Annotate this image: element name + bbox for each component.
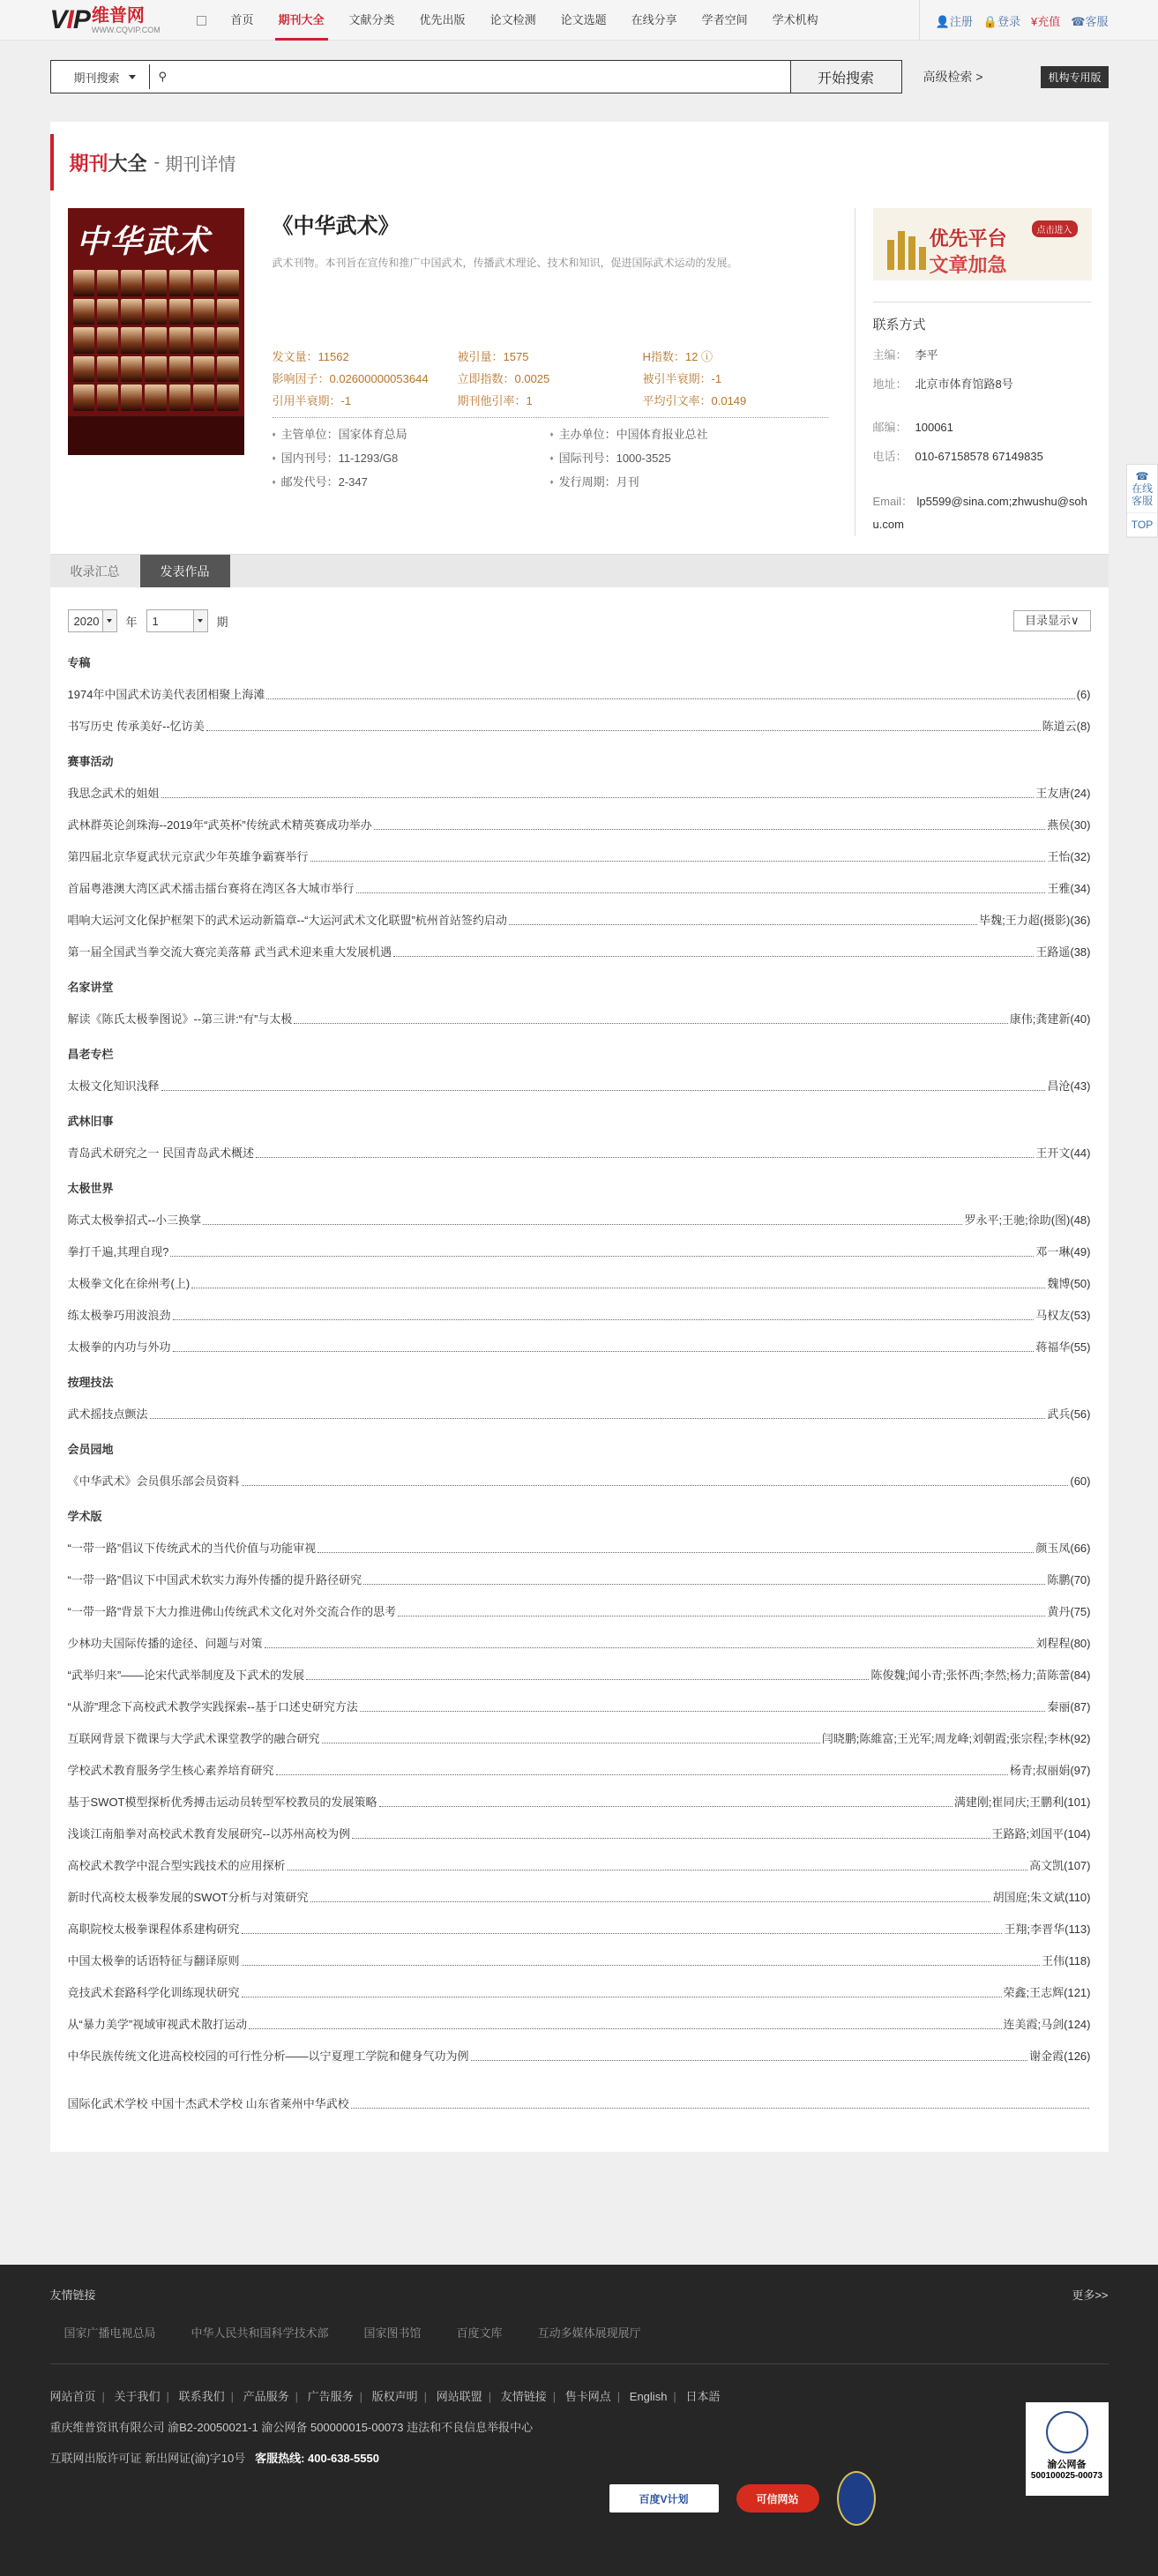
footer-nav-item[interactable]: 网站首页 <box>49 2390 96 2403</box>
article-author: 秦丽 <box>1047 1700 1071 1714</box>
article-page: (104) <box>1064 1827 1091 1841</box>
issue-filter: 2020 年 1 期 目录显示∨ <box>50 587 1109 635</box>
toc-section-title: 赛事活动 <box>67 755 114 768</box>
company-info: 重庆维普资讯有限公司 渝B2-20050021-1 渝公网备 500000015-00073 违法和不良信息举报中心 <box>49 2421 534 2434</box>
toc-article-row[interactable] <box>68 1300 1091 1332</box>
article-author: 高文凯 <box>1029 1859 1065 1872</box>
article-page: (107) <box>1064 1859 1091 1872</box>
year-select[interactable]: 2020 <box>68 609 117 632</box>
email-row: Email： lp5599@sina.com;zhwushu@sohu.com <box>872 495 1087 531</box>
toc-article-row[interactable] <box>68 1850 1091 1882</box>
dot-leader <box>256 1157 1034 1158</box>
article-author: 王雅 <box>1047 882 1071 895</box>
article-author: 满建刚;崔同庆;王鹏利 <box>953 1796 1065 1809</box>
dot-leader <box>203 1224 962 1225</box>
article-author: 谢金霞 <box>1029 2050 1065 2063</box>
zip-row: 邮编： 100061 <box>872 421 953 434</box>
article-author: 刘程程 <box>1035 1637 1071 1650</box>
nav-topic-selection[interactable]: 论文选题 <box>560 13 607 26</box>
chevron-down-icon <box>129 75 136 79</box>
footer-nav: 网站首页 | 关于我们 | 联系我们 | 产品服务 | 广告服务 | 版权声明 | 网站联盟 | 友情链接 | 售卡网点 | English | 日本語 <box>49 2390 721 2403</box>
login-link[interactable]: 🔒登录 <box>982 14 1021 28</box>
footer-nav-item[interactable]: English <box>629 2390 668 2403</box>
nav-institutions[interactable]: 学术机构 <box>772 13 818 26</box>
journal-title: 《中华武术》 <box>272 214 400 238</box>
tab-index-summary[interactable]: 收录汇总 <box>70 564 120 579</box>
toc-article-row[interactable] <box>68 1268 1091 1300</box>
home-icon <box>197 16 206 26</box>
article-title-link[interactable]: 解读《陈氏太极拳图说》--第三讲:“有”与太极 <box>67 1012 293 1026</box>
chevron-down-icon <box>102 610 116 631</box>
address-row: 地址： 北京市体育馆路8号 <box>872 377 1013 391</box>
article-title-link[interactable]: “武举归来”——论宋代武举制度及下武术的发展 <box>67 1669 305 1682</box>
dot-leader <box>310 861 1046 862</box>
issn: ♦ 国际刊号：1000-3525 <box>550 449 828 466</box>
article-page: (84) <box>1070 1669 1091 1682</box>
article-page: (36) <box>1070 914 1091 927</box>
dot-leader <box>206 730 1041 731</box>
article-page: (87) <box>1070 1700 1091 1714</box>
article-author: 陈鹏 <box>1047 1573 1071 1587</box>
dot-leader <box>398 1616 1045 1617</box>
toc-article-row[interactable] <box>68 1596 1091 1628</box>
article-title-link[interactable]: “一带一路”倡议下中国武术软实力海外传播的提升路径研究 <box>67 1573 362 1587</box>
toc-article-row[interactable] <box>68 1533 1091 1564</box>
article-author: 毕魏;王力超(摄影) <box>979 914 1071 927</box>
article-page: (24) <box>1070 787 1091 800</box>
article-page: (44) <box>1070 1146 1091 1160</box>
article-page: (110) <box>1065 1891 1091 1904</box>
toc-article-row[interactable] <box>68 2041 1091 2072</box>
toc-article-row[interactable] <box>68 2009 1091 2041</box>
article-author: 颜玉凤 <box>1035 1542 1071 1555</box>
contact-title: 联系方式 <box>873 302 1091 333</box>
frequency: ♦ 发行周期：月刊 <box>550 473 828 489</box>
article-title-link[interactable]: 第一届全国武当拳交流大赛完美落幕 武当武术迎来重大发展机遇 <box>67 945 392 959</box>
toc-article-row[interactable] <box>68 1332 1091 1363</box>
top-bar <box>0 0 1158 41</box>
dot-leader <box>173 1319 1035 1320</box>
toc-section-title: 会员园地 <box>67 1443 114 1456</box>
dot-leader <box>471 2060 1028 2061</box>
postal-code: ♦ 邮发代号：2-347 <box>273 473 550 489</box>
article-author: 黄丹 <box>1047 1605 1071 1618</box>
article-title-link[interactable]: 竞技武术套路科学化训练现状研究 <box>67 1986 240 1999</box>
article-author: 闫晓鹏;陈維富;王光军;周龙峰;刘朝霞;张宗程;李林 <box>821 1732 1071 1745</box>
dot-leader <box>306 1679 869 1680</box>
toc-article-row[interactable] <box>68 1691 1091 1723</box>
toc-article-row[interactable] <box>68 1236 1091 1268</box>
article-page: (55) <box>1070 1340 1091 1354</box>
stat-avg-citation-rate: 平均引文率：0.0149 <box>642 394 747 407</box>
article-title-link[interactable]: 从“暴力美学”视域审视武术散打运动 <box>67 2018 248 2031</box>
journal-publication-info <box>273 425 800 489</box>
supervisor: ♦ 主管单位：国家体育总局 <box>273 425 550 442</box>
nav-categories[interactable]: 文献分类 <box>348 13 395 26</box>
toc-article-row[interactable] <box>68 1818 1091 1850</box>
dot-leader <box>363 1584 1045 1585</box>
stat-citations: 被引量：1575 <box>457 350 529 363</box>
dot-leader <box>374 829 1046 830</box>
article-page: (75) <box>1070 1605 1091 1618</box>
friend-link[interactable]: 国家广播电视总局 <box>64 2326 156 2340</box>
stat-immediacy-index: 立即指数：0.0025 <box>457 372 550 385</box>
dot-leader <box>509 924 977 925</box>
footer-nav-item[interactable]: 网站联盟 <box>436 2390 482 2403</box>
dot-leader <box>150 1418 1046 1419</box>
toc-article-row[interactable] <box>68 2088 1091 2120</box>
article-author: 康伟;龚建新 <box>1009 1012 1071 1026</box>
article-title-link[interactable]: “一带一路”背景下大力推进佛山传统武术文化对外交流合作的思考 <box>67 1605 397 1618</box>
friend-links <box>50 2324 1109 2364</box>
stat-citing-half-life: 引用半衰期：-1 <box>272 394 352 407</box>
headset-icon: ☎ <box>1071 14 1086 28</box>
article-page: (40) <box>1070 1012 1091 1026</box>
friend-link[interactable]: 百度文库 <box>456 2326 503 2340</box>
article-title-link[interactable]: 国际化武术学校 中国十杰武术学校 山东省莱州中华武校 <box>67 2097 349 2110</box>
toc-article-row[interactable] <box>68 1660 1091 1691</box>
catalog-display-button[interactable]: 目录显示∨ <box>1013 610 1091 631</box>
journal-meta <box>244 208 800 536</box>
hotline: 客服热线: 400-638-5550 <box>255 2452 379 2465</box>
article-author: 陈俊魏;闻小青;张怀西;李然;杨力;苗陈蕾 <box>870 1669 1071 1682</box>
article-author: 王怡 <box>1047 850 1071 863</box>
article-author: 邓一琳 <box>1035 1245 1071 1258</box>
dot-leader <box>249 2028 1001 2029</box>
dot-leader <box>360 1711 1046 1712</box>
dot-leader <box>161 797 1035 798</box>
article-page: (8) <box>1076 720 1091 733</box>
site-logo[interactable] <box>50 5 191 35</box>
chevron-down-icon <box>193 610 207 631</box>
article-page: (53) <box>1070 1309 1091 1322</box>
journal-stats <box>273 347 800 408</box>
logo-vip: VIP <box>49 5 90 34</box>
article-author: 魏博 <box>1047 1277 1071 1290</box>
register-link[interactable]: 👤注册 <box>935 14 973 28</box>
dot-leader <box>379 1806 953 1807</box>
footer <box>0 2265 1158 2576</box>
toc-article-row[interactable] <box>68 711 1091 743</box>
dot-leader <box>170 1256 1034 1257</box>
article-page: (56) <box>1070 1407 1091 1421</box>
dot-leader <box>242 1965 1041 1966</box>
search-box <box>50 60 902 93</box>
nav-home[interactable]: 首页 <box>230 13 254 26</box>
article-title-link[interactable]: 太极拳文化在徐州考(上) <box>67 1277 191 1290</box>
friend-link[interactable]: 国家图书馆 <box>363 2326 422 2340</box>
phone-row: 电话： 010-67158578 67149835 <box>872 450 1043 463</box>
nav-scholar-space[interactable]: 学者空间 <box>701 13 748 26</box>
article-page: (121) <box>1064 1986 1091 1999</box>
toc-article-row[interactable] <box>68 778 1091 810</box>
online-service-button[interactable]: ☎ 在线客服 <box>1127 465 1157 513</box>
article-page: (34) <box>1070 882 1091 895</box>
stat-cited-half-life: 被引半衰期：-1 <box>642 372 722 385</box>
dot-leader <box>266 698 1074 699</box>
dot-leader <box>310 1901 991 1902</box>
article-title-link[interactable]: 高职院校太极拳课程体系建构研究 <box>67 1923 240 1936</box>
article-author: 王伟 <box>1042 1954 1065 1967</box>
article-author: 王友唐 <box>1035 787 1071 800</box>
stat-other-citation-rate: 期刊他引率：1 <box>457 394 533 407</box>
toc-article-row[interactable] <box>68 810 1091 841</box>
article-author: 荣鑫;王志辉 <box>1003 1986 1065 1999</box>
toc-article-row[interactable] <box>68 1564 1091 1596</box>
advanced-search-link[interactable]: 高级检索 > <box>923 70 983 84</box>
toc-section-title: 按理技法 <box>67 1376 114 1389</box>
article-title-link[interactable]: 新时代高校太极拳发展的SWOT分析与对策研究 <box>67 1891 309 1904</box>
article-page: (6) <box>1076 688 1091 701</box>
article-title-link[interactable]: 基于SWOT模型探析优秀搏击运动员转型军校教员的发展策略 <box>67 1796 377 1809</box>
baidu-v-plan-badge[interactable]: 百度V计划 <box>609 2484 719 2513</box>
toc-section-title: 专稿 <box>67 656 91 669</box>
article-page: (66) <box>1070 1542 1091 1555</box>
friend-link[interactable]: 中华人民共和国科学技术部 <box>191 2326 329 2340</box>
article-page: (48) <box>1070 1213 1091 1227</box>
article-title-link[interactable]: 少林功夫国际传播的途径、问题与对策 <box>67 1637 263 1650</box>
article-page: (38) <box>1070 945 1091 959</box>
article-title-link[interactable]: 学校武术教育服务学生核心素养培育研究 <box>67 1764 274 1777</box>
sponsor: ♦ 主办单位：中国体育报业总社 <box>550 425 828 442</box>
article-author: 燕侯 <box>1047 818 1071 832</box>
service-link[interactable]: ☎客服 <box>1071 14 1109 28</box>
article-page: (126) <box>1064 2050 1091 2063</box>
article-page: (124) <box>1064 2018 1091 2031</box>
search-row <box>50 60 1109 93</box>
toc-section-title: 昌老专栏 <box>67 1048 114 1061</box>
dot-leader <box>351 2108 1089 2109</box>
user-links <box>919 0 1109 41</box>
logo-url: WWW.CQVIP.COM <box>91 25 161 34</box>
toc-article-row[interactable] <box>68 1071 1091 1102</box>
article-page: (32) <box>1070 850 1091 863</box>
nav-priority-publish[interactable]: 优先出版 <box>419 13 466 26</box>
priority-platform-banner[interactable]: 优先平台 文章加急 点击进入 <box>873 208 1092 280</box>
article-title-link[interactable]: 唱响大运河文化保护框架下的武术运动新篇章--“大运河武术文化联盟”杭州首站签约启动 <box>67 914 507 927</box>
back-to-top-button[interactable]: TOP <box>1127 513 1157 537</box>
stat-h-index: H指数：12 ⓘ <box>642 350 713 363</box>
toc-article-row[interactable] <box>68 1004 1091 1035</box>
institution-edition-button[interactable]: 机构专用版 <box>1041 66 1108 88</box>
cn-number: ♦ 国内刊号：11-1293/G8 <box>273 449 550 466</box>
footer-nav-item[interactable]: 友情链接 <box>500 2390 547 2403</box>
user-icon: 👤 <box>935 14 950 28</box>
toc-article-row[interactable] <box>68 1399 1091 1430</box>
dot-leader <box>242 1933 1003 1934</box>
footer-nav-item[interactable]: 广告服务 <box>307 2390 354 2403</box>
toc-article-row[interactable] <box>68 1138 1091 1169</box>
article-page: (101) <box>1064 1796 1091 1809</box>
footer-nav-item[interactable]: 售卡网点 <box>564 2390 611 2403</box>
article-author: 罗永平;王驰;徐助(图) <box>964 1213 1071 1227</box>
toc-article-row[interactable] <box>68 1723 1091 1755</box>
footer-nav-item[interactable]: 版权声明 <box>371 2390 418 2403</box>
toc-article-row[interactable] <box>68 1977 1091 2009</box>
article-title-link[interactable]: 青岛武术研究之一 民国青岛武术概述 <box>67 1146 255 1160</box>
main-nav <box>197 0 831 41</box>
dot-leader <box>393 956 1034 957</box>
article-title-link[interactable]: 太极拳的内功与外功 <box>67 1340 171 1354</box>
toc-article-row[interactable] <box>68 1787 1091 1818</box>
toc-section-title: 名家讲堂 <box>67 981 114 994</box>
article-author: 王路路;刘国平 <box>991 1827 1065 1841</box>
article-title-link[interactable]: 1974年中国武术访美代表团相聚上海滩 <box>67 688 265 701</box>
friend-links-title: 友情链接 <box>49 2289 96 2302</box>
article-title-link[interactable]: 第四届北京华夏武状元京武少年英雄争霸赛举行 <box>67 850 309 863</box>
search-button[interactable]: 开始搜索 <box>790 61 901 93</box>
yen-icon: ¥ <box>1031 14 1038 28</box>
toc-article-row[interactable] <box>68 1205 1091 1236</box>
lock-icon: 🔒 <box>982 14 998 28</box>
article-page: (70) <box>1070 1573 1091 1587</box>
article-title-link[interactable]: 我思念武术的姐姐 <box>67 787 160 800</box>
article-page: (118) <box>1065 1954 1091 1967</box>
headset-icon: ☎ <box>1135 470 1149 482</box>
recharge-link[interactable]: ¥充值 <box>1031 14 1061 28</box>
article-title-link[interactable]: 书写历史 传承美好--忆访美 <box>67 720 205 733</box>
article-page: (30) <box>1070 818 1091 832</box>
article-title-link[interactable]: 中华民族传统文化进高校校园的可行性分析——以宁夏理工学院和健身气功为例 <box>67 2050 469 2063</box>
article-title-link[interactable]: “一带一路”倡议下传统武术的当代价值与功能审视 <box>67 1542 317 1555</box>
article-page: (80) <box>1070 1637 1091 1650</box>
toc-section-title: 学术版 <box>67 1510 102 1523</box>
footer-nav-item[interactable]: 联系我们 <box>178 2390 225 2403</box>
stat-impact-factor: 影响因子：0.02600000053644 <box>272 372 429 385</box>
dot-leader <box>318 1552 1034 1553</box>
nav-paper-check[interactable]: 论文检测 <box>489 13 536 26</box>
article-author: 陈道云 <box>1042 720 1077 733</box>
search-icon: ⚲ <box>158 70 168 83</box>
article-title-link[interactable]: 拳打千遍,其理自现? <box>67 1245 169 1258</box>
logo-cn: 维普网 <box>91 5 145 26</box>
toc-article-row[interactable] <box>68 679 1091 711</box>
article-page: (50) <box>1070 1277 1091 1290</box>
certification-badges <box>609 2471 876 2526</box>
enter-badge: 点击进入 <box>1032 220 1078 237</box>
police-seal-icon <box>1046 2411 1088 2453</box>
dot-leader <box>356 892 1046 893</box>
dot-leader <box>294 1023 1007 1024</box>
toc-article-row[interactable] <box>68 1466 1091 1497</box>
toc-article-row[interactable] <box>68 1755 1091 1787</box>
article-page: (113) <box>1065 1923 1091 1936</box>
toc-article-row[interactable] <box>68 937 1091 968</box>
toc-article-row[interactable] <box>68 873 1091 905</box>
journal-info <box>50 190 1109 536</box>
article-title-link[interactable]: 《中华武术》会员俱乐部会员资料 <box>67 1475 240 1488</box>
article-page: (49) <box>1070 1245 1091 1258</box>
article-author: 王翔;李晋华 <box>1004 1923 1065 1936</box>
nav-journals[interactable]: 期刊大全 <box>266 0 337 41</box>
footer-nav-item[interactable]: 产品服务 <box>243 2390 289 2403</box>
article-page: (92) <box>1070 1732 1091 1745</box>
contact-sidebar <box>855 208 1091 536</box>
toc-gap <box>68 2072 1091 2088</box>
article-author: 王开文 <box>1035 1146 1071 1160</box>
toc-section-title: 太极世界 <box>67 1182 114 1195</box>
issue-select[interactable]: 1 <box>146 609 208 632</box>
toc-article-row[interactable] <box>68 1945 1091 1977</box>
dot-leader <box>352 1838 990 1839</box>
toc-article-row[interactable] <box>68 1628 1091 1660</box>
dot-leader <box>242 1485 1069 1486</box>
article-title-link[interactable]: 练太极拳巧用波浪劲 <box>67 1309 171 1322</box>
dot-leader <box>276 1774 1008 1775</box>
article-title-link[interactable]: 浅谈江南船拳对高校武术教育发展研究--以苏州高校为例 <box>67 1827 351 1841</box>
trusted-site-badge[interactable]: 可信网站 <box>736 2484 819 2513</box>
license-info: 互联网出版许可证 新出网证(渝)字10号 客服热线: 400-638-5550 <box>49 2452 379 2465</box>
police-record-badge[interactable]: 渝公网备 500100025-00073 <box>1026 2402 1109 2496</box>
toc-article-row[interactable] <box>68 1882 1091 1914</box>
editor-row: 主编： 李平 <box>872 348 938 362</box>
search-input[interactable] <box>167 61 789 93</box>
article-title-link[interactable]: 高校武术教学中混合型实践技术的应用探析 <box>67 1859 286 1872</box>
dot-leader <box>173 1351 1035 1352</box>
article-page: (43) <box>1070 1079 1091 1093</box>
article-title-link[interactable]: 太极文化知识浅释 <box>67 1079 160 1093</box>
article-title-link[interactable]: “从游”理念下高校武术教学实践探索--基于口述史研究方法 <box>67 1700 358 1714</box>
article-title-link[interactable]: 首届粤港澳大湾区武术擂击擂台赛将在湾区各大城市举行 <box>67 882 355 895</box>
footer-nav-item[interactable]: 日本語 <box>685 2390 721 2403</box>
tab-published-works[interactable]: 发表作品 <box>140 555 230 587</box>
article-title-link[interactable]: 陈式太极拳招式--小三换掌 <box>67 1213 202 1227</box>
article-author: 连美霞;马剑 <box>1003 2018 1065 2031</box>
article-author: 杨青;叔丽娟 <box>1009 1764 1071 1777</box>
article-page: (60) <box>1070 1475 1091 1488</box>
friend-link[interactable]: 互动多媒体展现展厅 <box>537 2326 641 2340</box>
journal-description: 武术刊物。本刊旨在宣传和推广中国武术，传播武术理论、技术和知识，促进国际武术运动的发展。 <box>272 257 738 269</box>
search-type-dropdown[interactable]: 期刊搜索 <box>51 64 150 89</box>
article-author: 王路遥 <box>1035 945 1071 959</box>
police-emblem-icon[interactable] <box>837 2471 876 2526</box>
article-author: 马权友 <box>1035 1309 1071 1322</box>
article-author: 胡国庭;朱文斌 <box>992 1891 1065 1904</box>
article-author: 昌沧 <box>1047 1079 1071 1093</box>
more-links[interactable]: 更多>> <box>1072 2289 1109 2302</box>
journal-detail-panel <box>50 122 1109 2152</box>
article-author: 蒋福华 <box>1035 1340 1071 1354</box>
toc-article-row[interactable] <box>68 1914 1091 1945</box>
table-of-contents <box>50 635 1109 2152</box>
footer-nav-item[interactable]: 关于我们 <box>114 2390 161 2403</box>
tab-bar <box>50 554 1109 587</box>
article-title-link[interactable]: 互联网背景下微课与大学武术课堂教学的融合研究 <box>67 1732 320 1745</box>
floating-sidebar <box>1126 464 1158 538</box>
journal-cover-image: 中华武术 <box>68 208 244 455</box>
toc-section-title: 武林旧事 <box>67 1115 114 1128</box>
page-title: 期刊 大全 - 期刊详情 <box>50 134 1109 190</box>
dot-leader <box>161 1090 1046 1091</box>
dot-leader <box>265 1647 1035 1648</box>
article-title-link[interactable]: 武林群英论剑珠海--2019年“武英杯”传统武术精英赛成功举办 <box>67 818 372 832</box>
toc-article-row[interactable] <box>68 905 1091 937</box>
article-title-link[interactable]: 中国太极拳的话语特征与翻译原则 <box>67 1954 240 1967</box>
toc-article-row[interactable] <box>68 841 1091 873</box>
article-page: (97) <box>1070 1764 1091 1777</box>
divider <box>273 417 828 418</box>
article-title-link[interactable]: 武术摇技点颤法 <box>67 1407 148 1421</box>
stat-article-count: 发文量：11562 <box>272 350 349 363</box>
nav-online-share[interactable]: 在线分享 <box>631 13 677 26</box>
article-author: 武兵 <box>1047 1407 1071 1421</box>
